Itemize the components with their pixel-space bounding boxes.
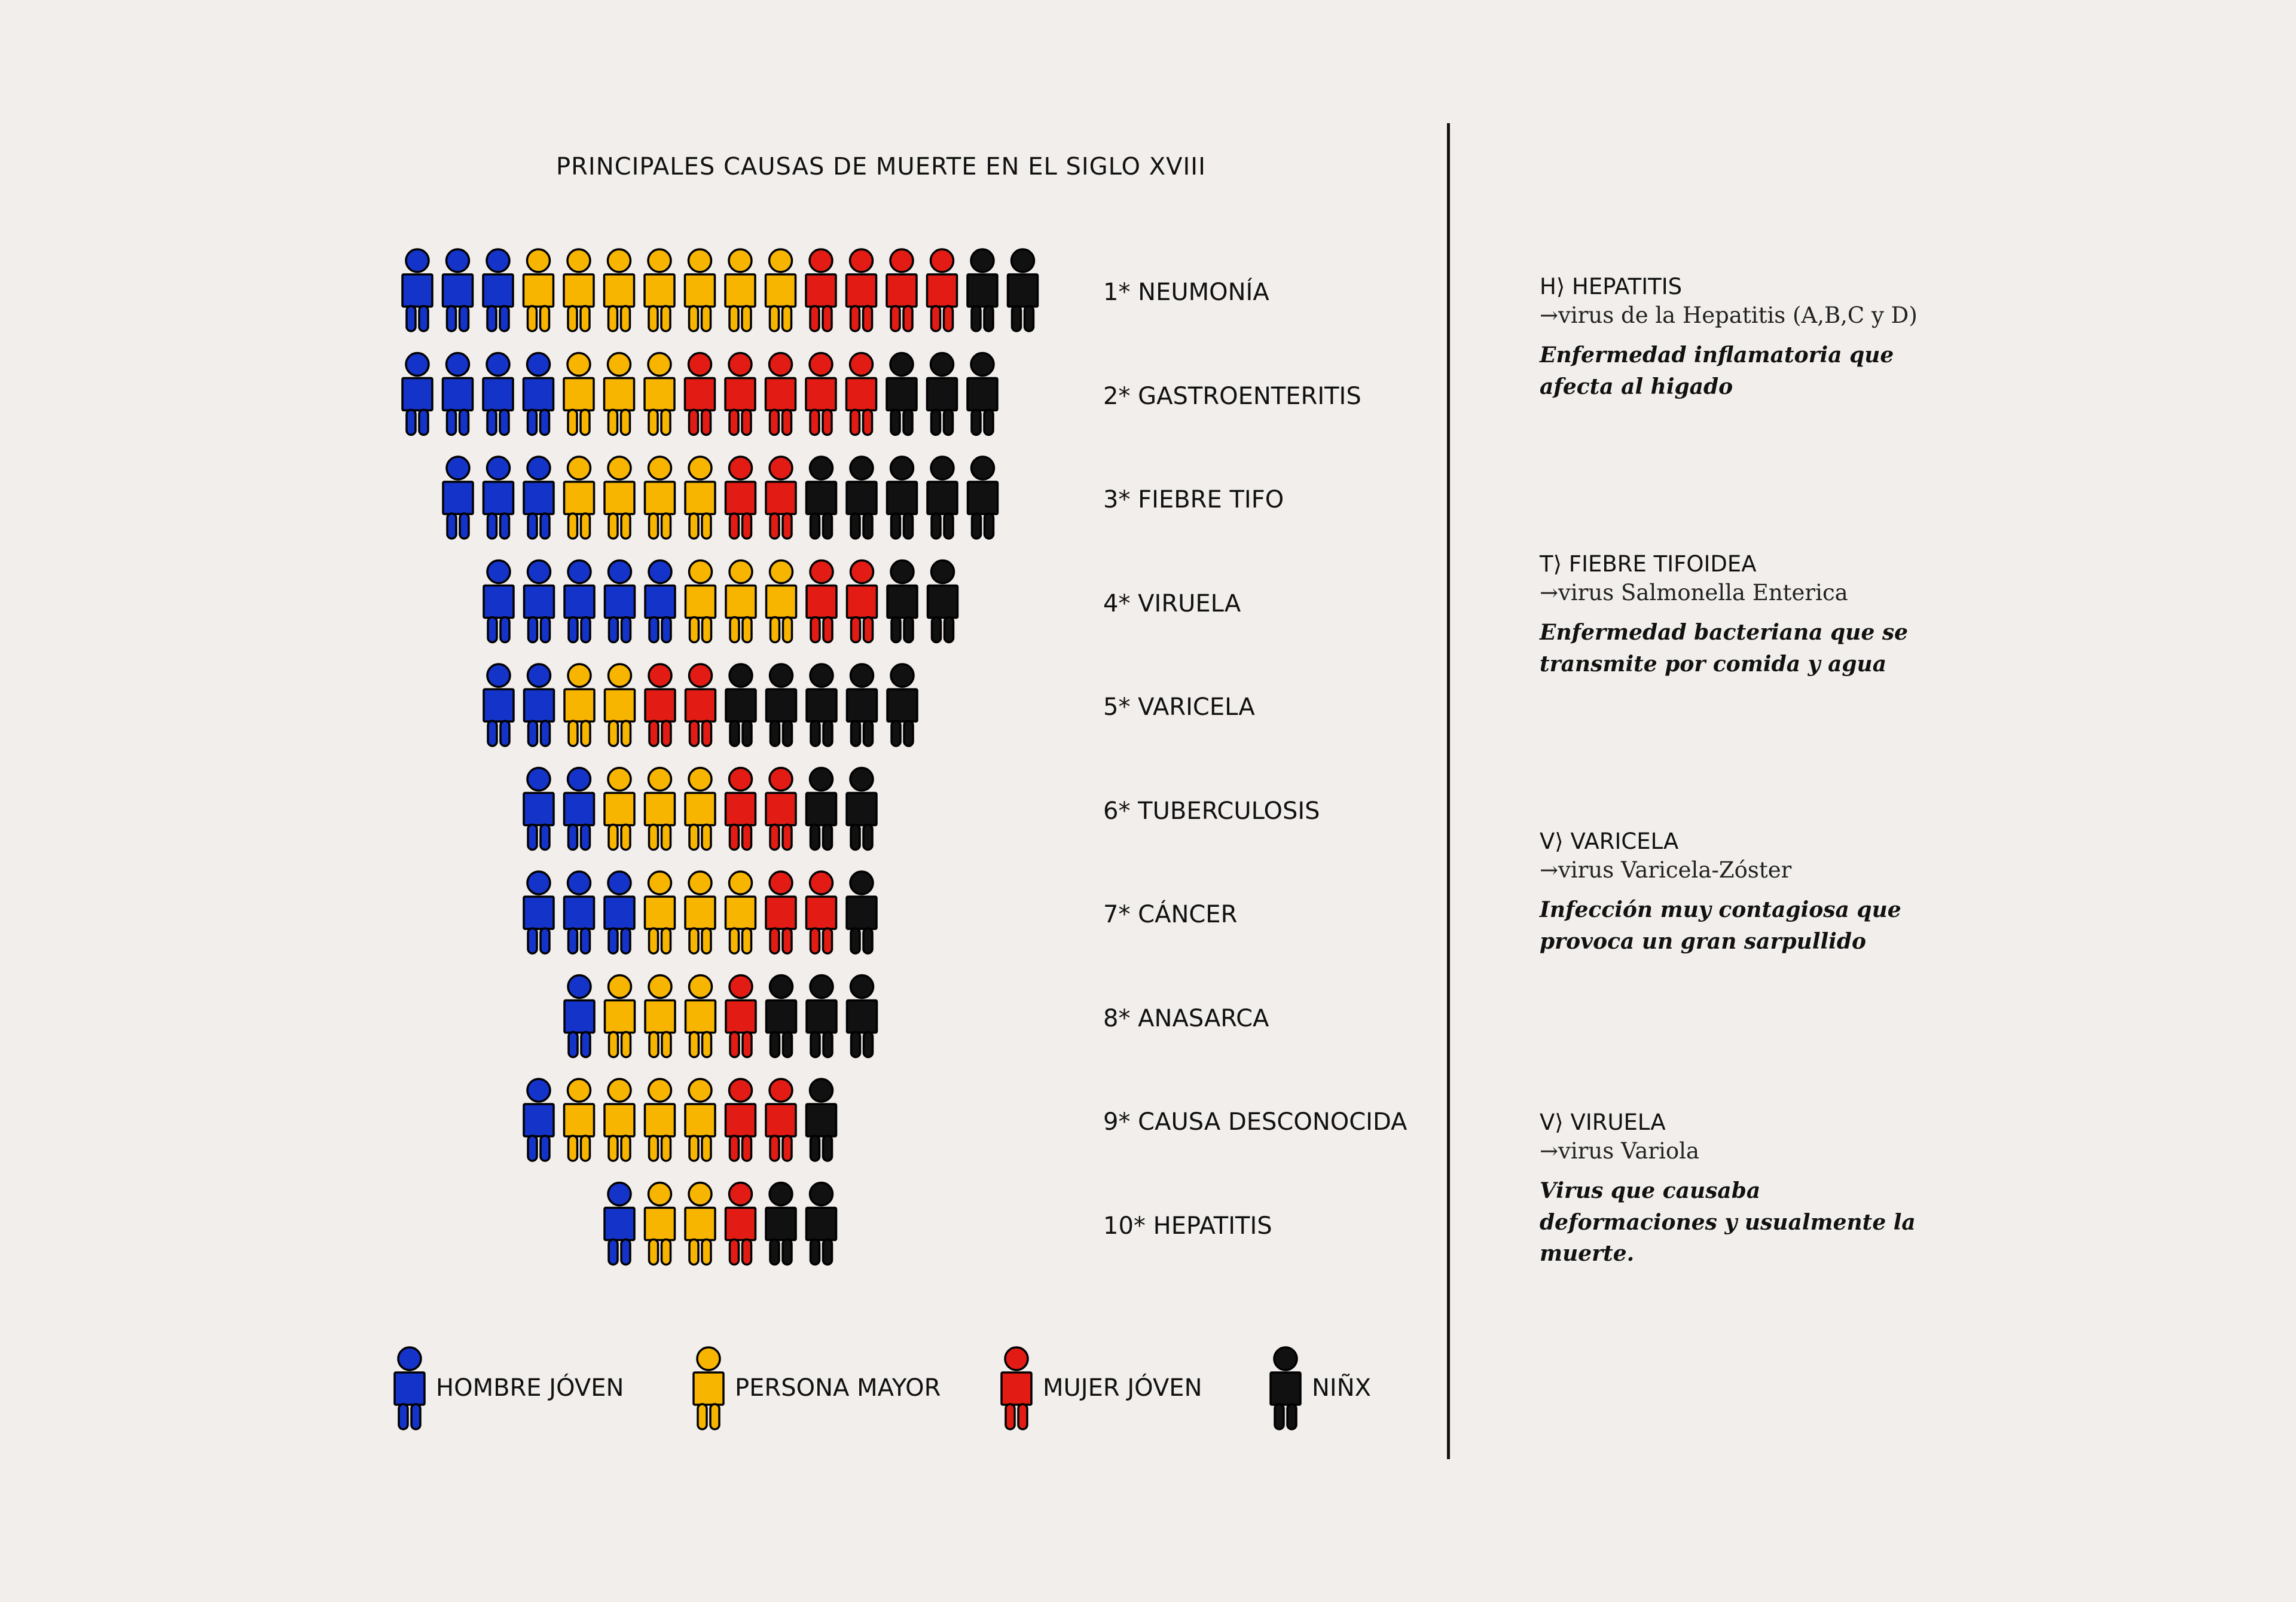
- person-icon: [605, 561, 635, 643]
- person-icon: [726, 768, 756, 850]
- person-icon: [887, 457, 917, 539]
- person-icon: [887, 353, 917, 435]
- person-icon: [726, 457, 756, 539]
- person-icon: [524, 768, 554, 850]
- person-icon: [443, 457, 473, 539]
- person-icon: [392, 1343, 426, 1433]
- person-icon: [807, 768, 836, 850]
- person-icon: [605, 976, 635, 1057]
- person-icon: [443, 353, 473, 435]
- person-icon: [604, 457, 634, 539]
- person-icon: [766, 353, 796, 435]
- person-icon: [645, 768, 675, 850]
- person-icon: [685, 768, 715, 850]
- info-virus: →virus Salmonella Enterica: [1540, 580, 1848, 606]
- person-icon: [402, 249, 432, 331]
- person-icon: [967, 353, 997, 435]
- person-icon: [524, 1079, 554, 1161]
- person-icon: [645, 457, 675, 539]
- legend-item-persona-mayor: [691, 1340, 941, 1436]
- person-icon: [847, 457, 877, 539]
- person-icon: [564, 768, 594, 850]
- person-icon: [604, 249, 634, 331]
- person-icon: [726, 1183, 756, 1265]
- person-icon: [767, 561, 796, 643]
- info-virus: →virus de la Hepatitis (A,B,C y D): [1540, 302, 1918, 329]
- person-icon: [604, 1183, 634, 1265]
- info-heading: H⟩ HEPATITIS: [1540, 274, 1683, 299]
- person-icon: [766, 768, 796, 850]
- legend-item-ninx: [1268, 1340, 1371, 1436]
- person-icon: [524, 457, 554, 539]
- person-icon: [927, 249, 957, 331]
- person-icon: [645, 249, 674, 331]
- person-icon: [887, 664, 917, 746]
- person-icon: [807, 1183, 836, 1265]
- person-icon: [927, 457, 957, 539]
- row-label: 3* FIEBRE TIFO: [1103, 486, 1284, 513]
- person-icon: [928, 561, 958, 643]
- person-icon: [524, 249, 554, 331]
- person-icon: [1008, 249, 1038, 331]
- person-icon: [564, 976, 594, 1057]
- person-icon: [524, 872, 554, 953]
- person-icon: [645, 561, 675, 643]
- person-icon: [807, 872, 836, 953]
- person-icon: [604, 768, 634, 850]
- info-description: Virus que causaba deformaciones y usualmente la muerte.: [1540, 1178, 1916, 1266]
- person-icon: [564, 664, 594, 746]
- person-icon: [807, 1079, 836, 1161]
- row-label: 2* GASTROENTERITIS: [1103, 382, 1361, 410]
- person-icon: [483, 249, 513, 331]
- person-icon: [847, 249, 877, 331]
- person-icon: [645, 664, 675, 746]
- person-icon: [685, 353, 715, 435]
- legend-label: MUJER JÓVEN: [1043, 1374, 1202, 1402]
- info-virus: →virus Varicela-Zóster: [1540, 857, 1792, 883]
- person-icon: [443, 249, 473, 331]
- person-icon: [766, 249, 796, 331]
- person-icon: [483, 353, 513, 435]
- person-icon: [847, 976, 877, 1057]
- person-icon: [725, 353, 755, 435]
- legend-item-hombre-joven: [392, 1340, 624, 1436]
- person-icon: [564, 872, 594, 953]
- divider: [1447, 123, 1450, 1459]
- person-icon: [847, 664, 877, 746]
- person-icon: [726, 872, 756, 953]
- person-icon: [605, 664, 635, 746]
- person-icon: [726, 561, 756, 643]
- info-heading: V⟩ VARICELA: [1540, 828, 1679, 854]
- person-icon: [564, 561, 594, 643]
- person-icon: [887, 561, 917, 643]
- person-icon: [807, 561, 836, 643]
- person-icon: [645, 1183, 675, 1265]
- info-viruela: [1540, 1109, 2078, 1269]
- person-icon: [726, 1079, 756, 1161]
- person-icon: [766, 1079, 796, 1161]
- person-icon: [807, 457, 836, 539]
- person-icon: [402, 353, 432, 435]
- info-description: Enfermedad inflamatoria que afecta al higado: [1540, 343, 1894, 399]
- row-label: 5* VARICELA: [1103, 693, 1255, 721]
- row-label: 6* TUBERCULOSIS: [1103, 797, 1320, 825]
- person-icon: [887, 249, 917, 331]
- person-icon: [686, 976, 716, 1057]
- person-icon: [484, 457, 514, 539]
- person-icon: [967, 249, 997, 331]
- person-icon: [927, 353, 957, 435]
- info-fiebre-tifoidea: [1540, 551, 2078, 680]
- legend-item-mujer-joven: [999, 1340, 1202, 1436]
- row-label: 10* HEPATITIS: [1103, 1212, 1272, 1240]
- person-icon: [685, 249, 715, 331]
- row-label: 7* CÁNCER: [1103, 901, 1238, 928]
- info-description: Enfermedad bacteriana que se transmite por comida y agua: [1540, 620, 1909, 677]
- person-icon: [564, 457, 594, 539]
- person-icon: [604, 1079, 634, 1161]
- person-icon: [807, 664, 836, 746]
- person-icon: [766, 457, 796, 539]
- person-icon: [685, 457, 715, 539]
- legend-label: HOMBRE JÓVEN: [436, 1374, 624, 1402]
- legend-label: NIÑX: [1312, 1374, 1372, 1402]
- person-icon: [395, 1347, 425, 1429]
- person-icon: [645, 872, 675, 953]
- person-icon: [645, 1079, 675, 1161]
- person-icon: [726, 976, 756, 1057]
- person-icon: [847, 561, 877, 643]
- person-icon: [999, 1343, 1033, 1433]
- person-icon: [766, 872, 796, 953]
- person-icon: [847, 353, 877, 435]
- person-icon: [767, 664, 796, 746]
- info-heading: T⟩ FIEBRE TIFOIDEA: [1540, 551, 1757, 577]
- chart-title: PRINCIPALES CAUSAS DE MUERTE EN EL SIGLO XVIII: [556, 153, 1206, 181]
- legend-label: PERSONA MAYOR: [735, 1374, 941, 1402]
- person-icon: [806, 249, 836, 331]
- info-virus: →virus Variola: [1540, 1138, 1700, 1164]
- person-icon: [1268, 1343, 1302, 1433]
- person-icon: [1002, 1347, 1031, 1429]
- person-icon: [686, 561, 716, 643]
- person-icon: [564, 1079, 594, 1161]
- person-icon: [604, 353, 634, 435]
- row-label: 4* VIRUELA: [1103, 589, 1241, 617]
- person-icon: [685, 872, 715, 953]
- info-varicela: [1540, 828, 2078, 957]
- person-icon: [564, 353, 594, 435]
- person-icon: [524, 353, 554, 435]
- person-icon: [685, 1079, 715, 1161]
- person-icon: [694, 1347, 723, 1429]
- person-icon: [524, 561, 554, 643]
- person-icon: [806, 353, 836, 435]
- row-label: 8* ANASARCA: [1103, 1004, 1269, 1032]
- info-description: Infección muy contagiosa que provoca un gran sarpullido: [1540, 897, 1901, 954]
- info-heading: V⟩ VIRUELA: [1540, 1109, 1666, 1135]
- person-icon: [725, 249, 755, 331]
- person-icon: [685, 1183, 715, 1265]
- person-icon: [767, 976, 796, 1057]
- person-icon: [968, 457, 998, 539]
- person-icon: [847, 768, 877, 850]
- person-icon: [484, 664, 514, 746]
- person-icon: [645, 976, 675, 1057]
- person-icon: [847, 872, 877, 953]
- person-icon: [686, 664, 716, 746]
- person-icon: [726, 664, 756, 746]
- person-icon: [564, 249, 594, 331]
- person-icon: [766, 1183, 796, 1265]
- person-icon: [645, 353, 674, 435]
- person-icon: [484, 561, 514, 643]
- person-icon: [524, 664, 554, 746]
- person-icon: [691, 1343, 725, 1433]
- person-icon: [807, 976, 836, 1057]
- person-icon: [1271, 1347, 1300, 1429]
- row-label: 9* CAUSA DESCONOCIDA: [1103, 1108, 1407, 1136]
- info-hepatitis: [1540, 274, 2078, 402]
- person-icon: [604, 872, 634, 953]
- row-label: 1* NEUMONÍA: [1103, 279, 1269, 306]
